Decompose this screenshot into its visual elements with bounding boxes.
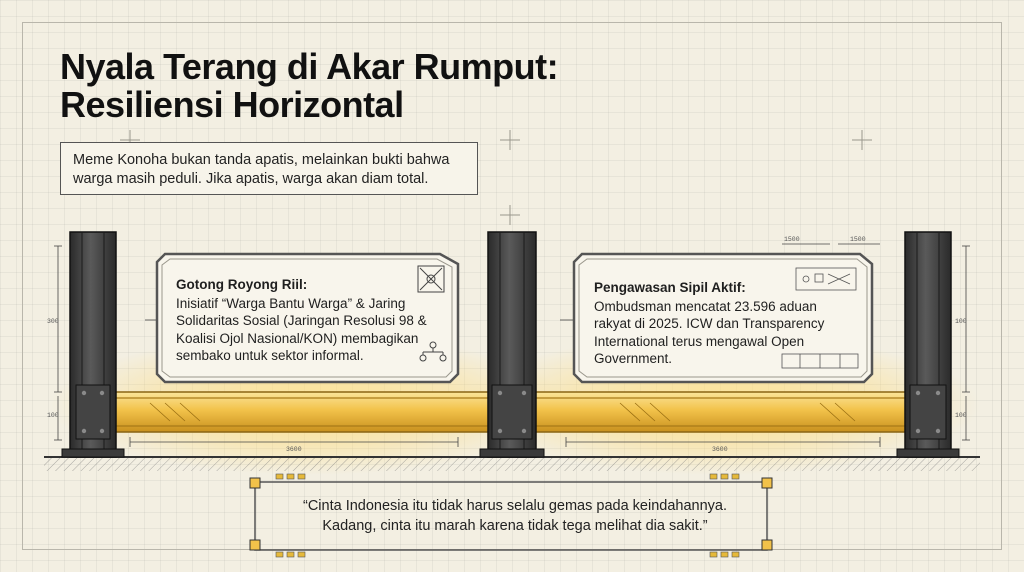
quote-line-2: Kadang, cinta itu marah karena tidak tega melihat dia sakit.” [322,518,708,534]
card-gotong-royong [164,262,459,373]
intro-box: Meme Konoha bukan tanda apatis, melainkan bukti bahwa warga masih peduli. Jika apatis, warga akan diam total. [60,142,478,195]
card-body: Inisiatif “Warga Bantu Warga” & Jaring Solidaritas Sosial (Jaringan Resolusi 98 & Koalisi Ojol Nasional/KON) membagikan sembako untuk sektor informal. [176,295,427,363]
quote-line-1: “Cinta Indonesia itu tidak harus selalu gemas pada keindahannya. [303,498,727,514]
card-pengawasan-sipil [582,265,862,376]
card-title: Pengawasan Sipil Aktif: [594,280,746,295]
title-line-1: Nyala Terang di Akar Rumput: [60,46,559,87]
dimension-height-left: 300 [47,318,59,325]
title-line-2: Resiliensi Horizontal [60,84,404,125]
page-title [60,48,558,124]
dimension-top-right-b: 1500 [850,236,866,243]
card-title: Gotong Royong Riil: [176,277,308,292]
card-body: Ombudsman mencatat 23.596 aduan rakyat di 2025. ICW dan Transparency International terus mengawal Open Government. [594,298,825,366]
dimension-height-right: 100 [955,318,967,325]
dimension-span-right: 3600 [712,446,728,453]
quote-text [270,496,760,536]
dimension-height-left-small: 100 [47,412,59,419]
dimension-span-left: 3600 [286,446,302,453]
dimension-top-right-a: 1500 [784,236,800,243]
dimension-height-right-small: 100 [955,412,967,419]
ground-hatch [44,457,980,471]
